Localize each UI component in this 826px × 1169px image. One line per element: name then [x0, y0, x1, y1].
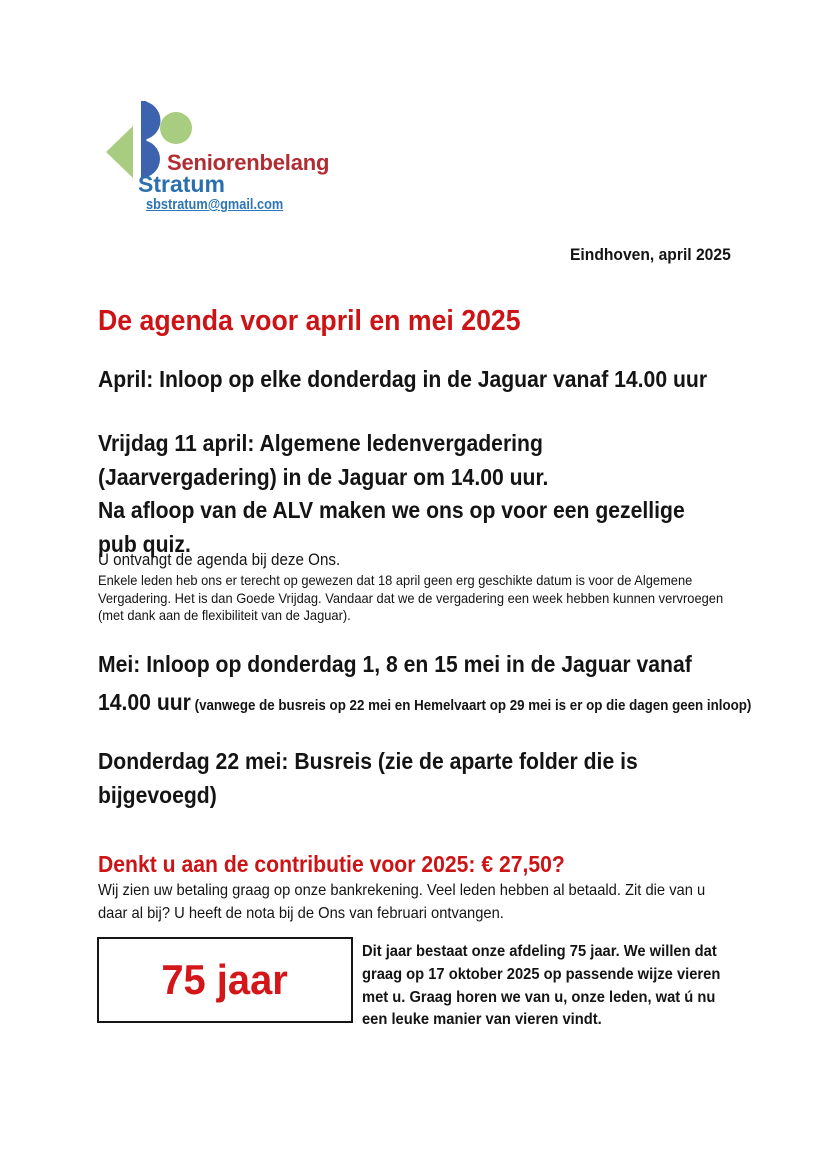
mei-exception-note: (vanwege de busreis op 22 mei en Hemelvaart op 29 mei is er op die dagen geen inloop)	[190, 698, 752, 714]
donderdag-heading: Donderdag 22 mei: Busreis (zie de aparte folder die is bijgevoegd)	[98, 748, 638, 808]
page-title	[98, 305, 557, 338]
vergadering-note: Enkele leden heb ons er terecht op gewezen dat 18 april geen erg geschikte datum is voor de Algemene Vergadering. Het is dan Goede Vrijdag. Vandaar dat we de vergadering een week hebben kunnen vervroegen (met dank aan de flexibiliteit van de Jaguar).	[98, 572, 724, 624]
april-heading-text: April: Inloop op elke donderdag in de Jaguar vanaf 14.00 uur	[98, 366, 708, 392]
contributie-paragraph: Wij zien uw betaling graag op onze bankrekening. Veel leden hebben al betaald. Zit die van u daar al bij? U heeft de nota bij de Ons van februari ontvangen.	[98, 882, 706, 922]
dateline	[556, 245, 731, 265]
mei-heading-line2	[98, 689, 808, 716]
agenda-note-text: U ontvangt de agenda bij deze Ons.	[98, 551, 341, 569]
anniversary-box	[97, 937, 353, 1023]
mei-heading-line1-text: Mei: Inloop op donderdag 1, 8 en 15 mei in de Jaguar vanaf	[98, 651, 692, 677]
org-name: Seniorenbelang	[167, 150, 330, 175]
mei-heading-line2-wrap	[98, 689, 751, 716]
logo-dot-icon	[160, 112, 192, 144]
email-link[interactable]: sbstratum@gmail.com	[146, 197, 284, 213]
org-location: Stratum	[138, 171, 225, 197]
page-title-text: De agenda voor april en mei 2025	[98, 305, 521, 337]
april-heading	[98, 366, 760, 393]
mei-heading	[98, 651, 808, 716]
logo-left-triangle-icon	[106, 126, 133, 178]
mei-time-text: 14.00 uur	[98, 689, 191, 715]
vrijdag-heading: Vrijdag 11 april: Algemene ledenvergadering (Jaarvergadering) in de Jaguar om 14.00 uur. Na afloop van de ALV maken we ons op voor een gezellige pub quiz.	[98, 430, 685, 557]
anniversary-label: 75 jaar	[161, 956, 289, 1003]
mei-heading-line1	[98, 651, 808, 677]
contributie-heading	[98, 851, 605, 878]
contributie-heading-text: Denkt u aan de contributie voor 2025: € 27,50?	[98, 851, 565, 877]
agenda-note	[98, 550, 361, 571]
dateline-text: Eindhoven, april 2025	[570, 245, 731, 264]
logo-b-stem-icon	[141, 101, 147, 178]
anniversary-paragraph: Dit jaar bestaat onze afdeling 75 jaar. We willen dat graag op 17 oktober 2025 op passende wijze vieren met u. Graag horen we van u, onze leden, wat ú nu een leuke manier van vieren vindt.	[362, 943, 721, 1029]
